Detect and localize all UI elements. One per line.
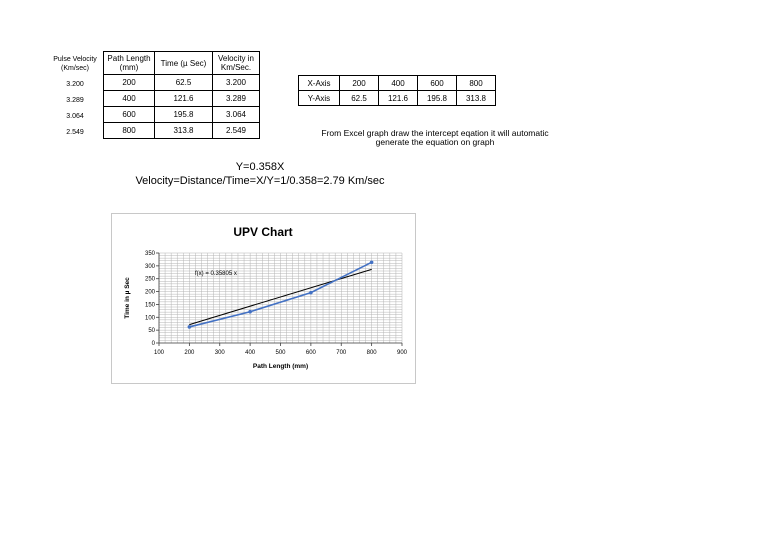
y-axis-value: 195.8	[418, 91, 457, 106]
x-axis-value: 200	[340, 76, 379, 91]
chart-title: UPV Chart	[233, 225, 293, 239]
pulse-velocity-value: 3.064	[66, 113, 84, 120]
table-cell: 195.8	[155, 107, 213, 123]
table-row	[104, 75, 260, 91]
table-cell: 3.064	[213, 107, 260, 123]
upv-chart	[111, 213, 416, 384]
pulse-velocity-value: 3.200	[66, 81, 84, 88]
y-axis-label: Y-Axis	[299, 91, 340, 106]
y-tick-label: 150	[144, 302, 155, 309]
data-point	[370, 261, 374, 265]
x-axis-row	[299, 76, 496, 91]
y-tick-label: 100	[144, 315, 155, 322]
table-header-row	[104, 52, 260, 75]
y-tick-label: 200	[144, 289, 155, 296]
table-cell: 2.549	[213, 123, 260, 139]
trendline-equation: f(x) = 0.35805 x	[195, 271, 237, 277]
header-velocity: Velocity in Km/Sec.	[213, 52, 260, 75]
table-row	[104, 107, 260, 123]
y-tick-label: 300	[144, 263, 155, 270]
y-axis-value: 62.5	[340, 91, 379, 106]
header-time: Time (µ Sec)	[155, 52, 213, 75]
data-point	[248, 310, 252, 314]
y-tick-label: 50	[148, 328, 155, 335]
upv-chart-svg	[112, 214, 415, 383]
x-tick-label: 900	[396, 350, 408, 356]
table-cell: 3.289	[213, 91, 260, 107]
x-axis-label: X-Axis	[299, 76, 340, 91]
x-tick-label: 500	[275, 350, 286, 356]
header-path-length: Path Length (mm)	[104, 52, 155, 75]
data-point	[309, 291, 313, 295]
table-cell: 313.8	[155, 123, 213, 139]
excel-note-line2: generate the equation on graph	[375, 137, 495, 147]
excel-note-line1: From Excel graph draw the intercept eqation it will automatic	[321, 128, 549, 138]
xy-axis-table	[298, 75, 496, 106]
x-axis-value: 800	[457, 76, 496, 91]
pulse-velocity-header	[44, 55, 106, 73]
x-tick-label: 100	[153, 350, 165, 356]
table-cell: 400	[104, 91, 155, 107]
x-tick-label: 700	[336, 350, 347, 356]
x-tick-label: 300	[214, 350, 225, 356]
measurement-table	[103, 51, 260, 139]
x-axis-value: 600	[418, 76, 457, 91]
x-axis-label: Path Length (mm)	[252, 363, 309, 370]
equation-line1: Y=0.358X	[235, 161, 285, 173]
y-tick-label: 250	[144, 276, 155, 283]
y-tick-label: 0	[151, 341, 155, 347]
table-cell: 200	[104, 75, 155, 91]
table-cell: 800	[104, 123, 155, 139]
x-tick-label: 400	[245, 350, 256, 356]
table-cell: 62.5	[155, 75, 213, 91]
y-axis-row	[299, 91, 496, 106]
x-tick-label: 200	[184, 350, 195, 356]
equation-line2: Velocity=Distance/Time=X/Y=1/0.358=2.79 Km/sec	[135, 175, 385, 187]
y-axis-value: 313.8	[457, 91, 496, 106]
x-tick-label: 600	[305, 350, 316, 356]
y-tick-label: 350	[144, 251, 155, 257]
y-axis-label: Time in µ Sec	[124, 277, 131, 319]
table-cell: 600	[104, 107, 155, 123]
table-row	[104, 123, 260, 139]
pulse-velocity-value: 3.289	[66, 97, 84, 104]
x-tick-label: 800	[366, 350, 377, 356]
table-cell: 121.6	[155, 91, 213, 107]
excel-note	[300, 129, 570, 147]
pulse-velocity-header-line1: Pulse Velocity	[53, 56, 97, 63]
x-axis-value: 400	[379, 76, 418, 91]
y-axis-value: 121.6	[379, 91, 418, 106]
table-row	[104, 91, 260, 107]
table-cell: 3.200	[213, 75, 260, 91]
equations	[100, 160, 420, 188]
pulse-velocity-value: 2.549	[66, 129, 84, 136]
data-point	[188, 325, 192, 329]
pulse-velocity-header-line2: (Km/sec)	[61, 65, 89, 72]
